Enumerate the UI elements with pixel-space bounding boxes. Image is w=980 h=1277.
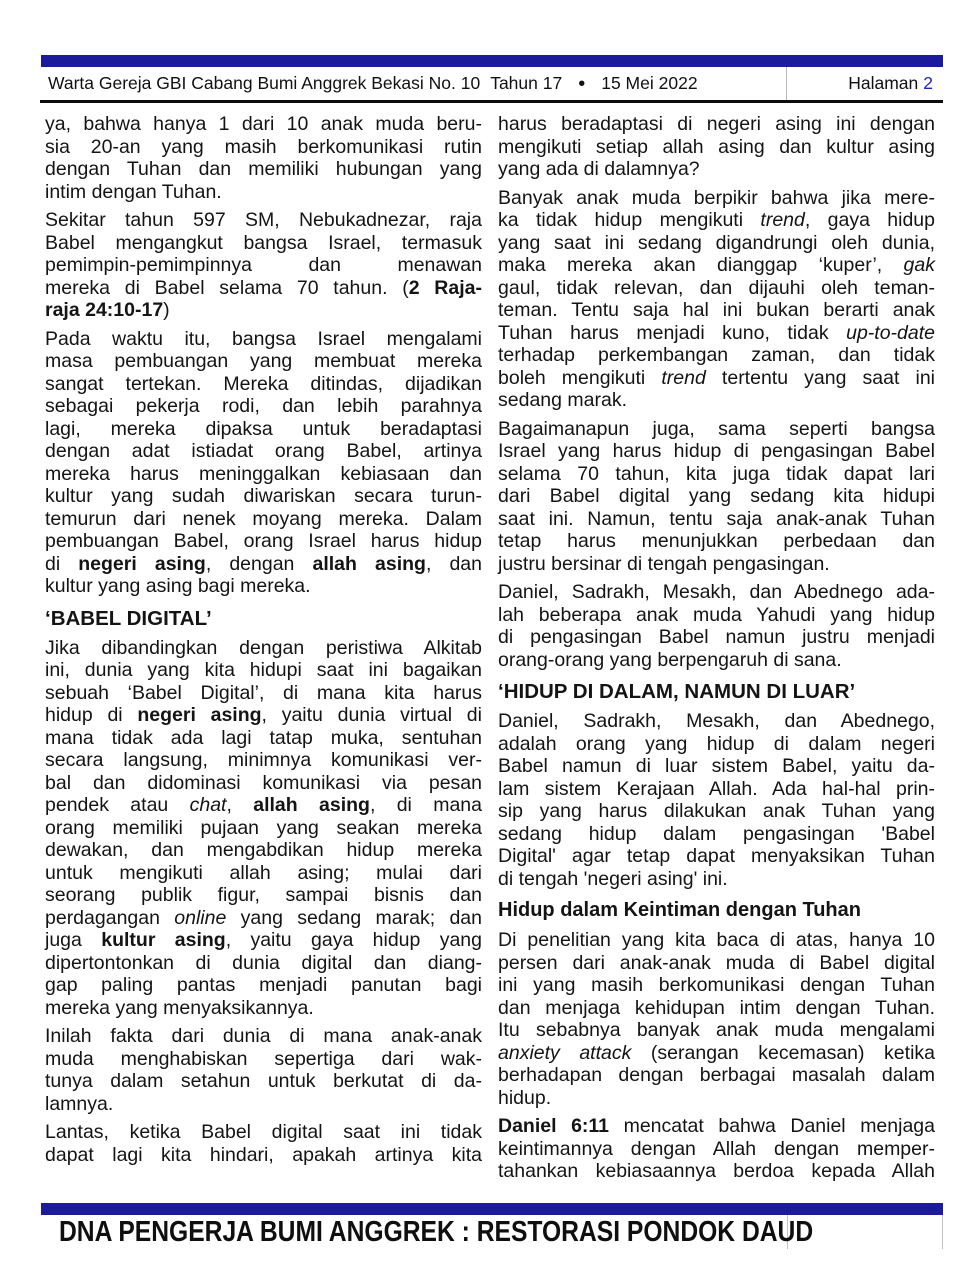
text-run: kultur yang sudah diwariskan secara turun-	[45, 485, 482, 507]
text-line	[498, 232, 935, 255]
footer-accent-bar	[41, 1203, 943, 1215]
text-line	[498, 1115, 935, 1138]
text-line	[45, 794, 482, 817]
text-run: orang memiliki pujaan yang seakan mereka	[45, 816, 482, 839]
text-line	[45, 772, 482, 795]
text-run: mereka harus meninggalkan kebiasaan dan	[45, 462, 482, 485]
text-run: trend	[661, 366, 706, 389]
text-line	[45, 1121, 482, 1144]
text-run: Banyak anak muda berpikir bahwa jika mere-	[498, 186, 935, 209]
text-line	[498, 929, 935, 952]
text-run: boleh mengikuti	[498, 366, 662, 389]
section-heading: ‘HIDUP DI DALAM, NAMUN DI LUAR’	[498, 680, 856, 703]
text-line	[498, 823, 935, 846]
text-run: yang ada di dalamnya?	[498, 158, 700, 180]
article-paragraph	[498, 710, 935, 890]
text-run: gaul, tidak relevan, dan dijauhi oleh teman-	[498, 276, 935, 299]
text-line	[45, 418, 482, 441]
text-line	[498, 1087, 935, 1110]
text-line	[45, 530, 482, 553]
text-run: pembuangan Babel, orang Israel harus hidup	[45, 530, 482, 552]
text-run: mereka di Babel selama 70 tahun. (	[45, 276, 409, 299]
header-accent-bar	[41, 55, 943, 67]
article-paragraph	[498, 581, 935, 671]
text-line	[45, 299, 482, 322]
article-body	[45, 113, 935, 1189]
text-run: , gaya hidup	[804, 209, 935, 231]
text-run: Itu sebabnya banyak anak muda mengalami	[498, 1019, 935, 1041]
text-line	[498, 733, 935, 756]
text-run: raja 24:10-17	[45, 299, 164, 321]
text-line	[45, 682, 482, 705]
page-label: Halaman	[848, 73, 919, 93]
text-run: secara langsung, minimnya komunikasi ver-	[45, 749, 482, 771]
bullet-separator-icon: •	[578, 72, 586, 95]
text-run: hidup di	[45, 704, 138, 726]
text-line	[498, 755, 935, 778]
text-run: dipertontonkan di dunia digital dan diang-	[45, 951, 482, 974]
text-line	[498, 508, 935, 531]
text-run: keintimannya dengan Allah dengan memper-	[498, 1137, 935, 1160]
article-paragraph	[498, 1115, 935, 1183]
text-line	[498, 626, 935, 649]
text-run: persen dari anak-anak muda di Babel digital	[498, 951, 935, 974]
text-run: Tuhan harus menjadi kuno, tidak	[498, 321, 847, 344]
page-number: 2	[923, 73, 933, 93]
article-column-left	[45, 113, 482, 1189]
text-line	[498, 952, 935, 975]
text-run: terhadap perkembangan zaman, dan tidak	[498, 344, 935, 366]
text-line	[45, 232, 482, 255]
text-run: maka mereka akan dianggap ‘kuper’,	[498, 254, 904, 276]
text-run: , dan	[425, 552, 482, 575]
text-line	[498, 158, 935, 181]
text-run: di tengah 'negeri asing' ini.	[498, 867, 728, 890]
article-paragraph	[45, 1025, 482, 1115]
text-run: Lantas, ketika Babel digital saat ini tidak	[45, 1121, 482, 1143]
text-run: sangat tertekan. Mereka ditindas, dijadikan	[45, 372, 482, 395]
text-run: harus beradaptasi di negeri asing ini dengan	[498, 113, 935, 135]
text-line	[498, 1138, 935, 1161]
text-run: tetap harus menunjukkan perbedaan dan	[498, 530, 935, 552]
text-run: pemimpin-pemimpinnya dan menawan	[45, 254, 482, 276]
text-run: ,	[226, 794, 254, 816]
text-line	[498, 530, 935, 553]
text-run: tunya dalam setahun untuk berkutat di da-	[45, 1070, 482, 1092]
text-run: negeri asing	[137, 704, 262, 726]
text-run: ka tidak hidup mengikuti	[498, 209, 761, 231]
text-line	[498, 136, 935, 159]
text-run: ini, dunia yang kita hidupi saat ini bagaikan	[45, 659, 482, 681]
text-line	[498, 187, 935, 210]
article-paragraph	[498, 187, 935, 412]
text-line	[498, 209, 935, 232]
text-line	[498, 322, 935, 345]
text-run: Daniel, Sadrakh, Mesakh, dan Abednego,	[498, 710, 935, 732]
section-heading: Hidup dalam Keintiman dengan Tuhan	[498, 899, 861, 921]
text-run: lamnya.	[45, 1092, 114, 1115]
article-paragraph	[498, 418, 935, 576]
page-indicator	[786, 67, 943, 100]
article-paragraph	[498, 929, 935, 1109]
section-heading: ‘BABEL DIGITAL’	[45, 606, 212, 630]
text-run: saat ini. Namun, tentu saja anak-anak Tuhan	[498, 507, 935, 530]
text-run: lah beberapa anak muda Yahudi yang hidup	[498, 603, 935, 626]
text-line	[45, 952, 482, 975]
text-run: selama 70 tahun, kita juga tidak dapat lari	[498, 462, 935, 485]
text-run: Daniel, Sadrakh, Mesakh, dan Abednego ada-	[498, 581, 935, 603]
footer-banner	[41, 1215, 814, 1249]
text-run: Israel yang harus hidup di pengasingan Babel	[498, 440, 935, 462]
text-run: anxiety attack	[498, 1041, 632, 1064]
text-line	[45, 974, 482, 997]
text-line	[45, 463, 482, 486]
text-line	[45, 508, 482, 531]
text-line	[45, 350, 482, 373]
masthead	[41, 67, 943, 100]
text-line	[498, 604, 935, 627]
text-run: dapat lagi kita hindari, apakah artinya kita	[45, 1143, 482, 1166]
text-line	[498, 299, 935, 322]
article-column-right	[498, 113, 935, 1189]
text-line	[45, 158, 482, 181]
text-run: (serangan kecemasan) ketika	[631, 1041, 935, 1064]
text-run: ya, bahwa hanya 1 dari 10 anak muda beru-	[45, 113, 482, 135]
text-run: allah asing	[312, 552, 426, 575]
text-line	[498, 581, 935, 604]
text-line	[498, 710, 935, 733]
text-run: di pengasingan Babel namun justru menjadi	[498, 626, 935, 648]
text-line	[45, 884, 482, 907]
text-line	[45, 181, 482, 204]
text-run: perdagangan	[45, 906, 175, 929]
footer-banner-text: DNA PENGERJA BUMI ANGGREK : RESTORASI PONDOK DAUD	[59, 1215, 814, 1248]
text-run: untuk mengikuti allah asing; mulai dari	[45, 861, 482, 884]
text-run: negeri asing	[78, 552, 206, 575]
text-line	[498, 367, 935, 390]
text-run: Digital' agar tetap dapat menyaksikan Tuhan	[498, 845, 935, 867]
text-run: Sekitar tahun 597 SM, Nebukadnezar, raja	[45, 209, 482, 231]
text-line	[45, 659, 482, 682]
text-line	[498, 418, 935, 441]
issue-date: 15 Mei 2022	[601, 73, 698, 93]
text-line	[45, 254, 482, 277]
article-paragraph	[45, 1121, 482, 1166]
text-run: gak	[903, 254, 935, 276]
text-run: temurun dari nenek moyang mereka. Dalam	[45, 507, 482, 530]
text-line	[45, 1070, 482, 1093]
text-line	[498, 440, 935, 463]
text-run: adalah orang yang hidup di dalam negeri	[498, 732, 935, 755]
text-run: seorang publik figur, sampai bisnis dan	[45, 884, 482, 906]
text-run: ini yang masih berkomunikasi dengan Tuhan	[498, 974, 935, 996]
text-run: , di mana	[369, 794, 483, 816]
text-run: Inilah fakta dari dunia di mana anak-anak	[45, 1025, 482, 1047]
text-run: kultur yang asing bagi mereka.	[45, 575, 311, 597]
text-line	[45, 929, 482, 952]
text-line	[45, 136, 482, 159]
text-run: , yaitu gaya hidup yang	[225, 929, 482, 951]
article-paragraph	[498, 113, 935, 181]
article-paragraph	[45, 113, 482, 203]
text-run: sip yang harus dilakukan anak Tuhan yang	[498, 800, 935, 822]
text-line	[45, 817, 482, 840]
text-line	[45, 704, 482, 727]
text-line	[498, 778, 935, 801]
text-line	[45, 209, 482, 232]
article-paragraph	[45, 209, 482, 322]
text-run: dari Babel digital yang sedang kita hidupi	[498, 485, 935, 507]
text-line	[45, 277, 482, 300]
text-line	[498, 113, 935, 136]
text-line	[45, 113, 482, 136]
text-run: orang-orang yang berpengaruh di sana.	[498, 648, 842, 671]
text-line	[498, 1019, 935, 1042]
text-line	[45, 328, 482, 351]
text-run: lagi, mereka dipaksa untuk beradaptasi	[45, 417, 482, 440]
text-run: Di penelitian yang kita baca di atas, hanya 10	[498, 929, 935, 951]
text-line	[45, 997, 482, 1020]
text-line	[45, 575, 482, 598]
text-line	[498, 649, 935, 672]
text-run: juga	[45, 929, 102, 951]
text-run: masa pembuangan yang membuat mereka	[45, 350, 482, 372]
text-run: tahankan kebiasaannya berdoa kepada Allah	[498, 1160, 935, 1182]
edition-label: Tahun 17	[490, 73, 563, 93]
text-line	[45, 727, 482, 750]
text-run: Jika dibandingkan dengan peristiwa Alkitab	[45, 636, 482, 659]
text-line	[45, 440, 482, 463]
text-run: mana tidak ada lagi tatap muka, sentuhan	[45, 726, 482, 749]
text-line	[498, 868, 935, 891]
text-run: lam sistem Kerajaan Allah. Ada hal-hal prin-	[498, 777, 935, 800]
text-run: sebuah ‘Babel Digital’, di mana kita harus	[45, 681, 482, 704]
text-line	[45, 395, 482, 418]
text-line	[45, 373, 482, 396]
text-line	[45, 839, 482, 862]
text-run: up-to-date	[846, 321, 935, 344]
text-run: Bagaimanapun juga, sama seperti bangsa	[498, 417, 935, 440]
text-line	[498, 974, 935, 997]
text-run: berhadapan dengan berbagai masalah dalam	[498, 1064, 935, 1086]
text-line	[498, 553, 935, 576]
text-run: sedang marak.	[498, 389, 627, 411]
text-run: mencatat bahwa Daniel menjaga	[609, 1115, 935, 1137]
text-line	[498, 1042, 935, 1065]
header-rule	[40, 100, 943, 103]
text-run: sedang hidup dalam pengasingan 'Babel	[498, 822, 935, 845]
text-run: online	[174, 906, 227, 929]
text-line	[498, 344, 935, 367]
text-run: 2 Raja-	[408, 276, 482, 299]
text-run: , yaitu dunia virtual di	[261, 704, 482, 726]
text-run: teman. Tentu saja hal ini bukan berarti anak	[498, 299, 935, 321]
text-run: intim dengan Tuhan.	[45, 180, 222, 203]
text-run: kultur asing	[101, 929, 226, 951]
text-run: trend	[760, 209, 805, 231]
text-line	[498, 800, 935, 823]
text-run: tertentu yang saat ini	[705, 366, 935, 389]
text-run: gap paling pantas menjadi panutan bagi	[45, 974, 482, 996]
text-line	[45, 862, 482, 885]
text-run: yang sedang marak; dan	[226, 906, 482, 929]
article-paragraph	[45, 637, 482, 1020]
text-run: Daniel 6:11	[498, 1115, 610, 1137]
text-line	[45, 907, 482, 930]
text-line	[498, 389, 935, 412]
text-run: sia 20-an yang masih berkomunikasi rutin	[45, 135, 482, 158]
text-run: Babel mengangkut bangsa Israel, termasuk	[45, 231, 482, 254]
text-run: dengan Tuhan dan memiliki hubungan yang	[45, 158, 482, 180]
text-line	[45, 1048, 482, 1071]
text-line	[498, 463, 935, 486]
text-line	[45, 553, 482, 576]
text-run: )	[163, 299, 170, 321]
text-run: pendek atau	[45, 794, 190, 816]
text-run: Babel namun di luar sistem Babel, yaitu da-	[498, 755, 935, 777]
text-run: yang saat ini sedang digandrungi oleh dunia,	[498, 231, 935, 254]
text-run: dan menjaga kehidupan intim dengan Tuhan.	[498, 996, 935, 1019]
text-line	[498, 845, 935, 868]
text-run: mengikuti setiap allah asing dan kultur asing	[498, 135, 935, 158]
text-line	[45, 637, 482, 660]
masthead-left	[41, 73, 786, 94]
text-line	[45, 1093, 482, 1116]
text-run: mereka yang menyaksikannya.	[45, 996, 314, 1019]
text-run: Pada waktu itu, bangsa Israel mengalami	[45, 327, 482, 350]
text-run: bal dan didominasi komunikasi via pesan	[45, 771, 482, 794]
text-run: justru bersinar di tengah pengasingan.	[498, 552, 830, 575]
text-line	[498, 485, 935, 508]
text-run: dengan adat istiadat orang Babel, artinya	[45, 440, 482, 462]
text-run: chat	[189, 794, 227, 816]
text-line	[45, 485, 482, 508]
text-run: dewakan, dan mengabdikan hidup mereka	[45, 839, 482, 861]
text-run: di	[45, 552, 79, 575]
text-run: muda menghabiskan sepertiga dari wak-	[45, 1047, 482, 1070]
footer	[41, 1215, 943, 1249]
text-run: hidup.	[498, 1086, 552, 1109]
text-line	[45, 1025, 482, 1048]
text-line	[45, 749, 482, 772]
text-run: sebagai pekerja rodi, dan lebih parahnya	[45, 395, 482, 417]
text-line	[498, 277, 935, 300]
text-line	[498, 997, 935, 1020]
text-line	[498, 1160, 935, 1183]
text-line	[45, 1144, 482, 1167]
text-run: , dengan	[205, 552, 313, 575]
article-paragraph	[45, 328, 482, 598]
text-line	[498, 1064, 935, 1087]
text-line	[498, 254, 935, 277]
text-run: allah asing	[253, 794, 370, 816]
publication-title: Warta Gereja GBI Cabang Bumi Anggrek Bekasi No. 10	[48, 73, 481, 93]
